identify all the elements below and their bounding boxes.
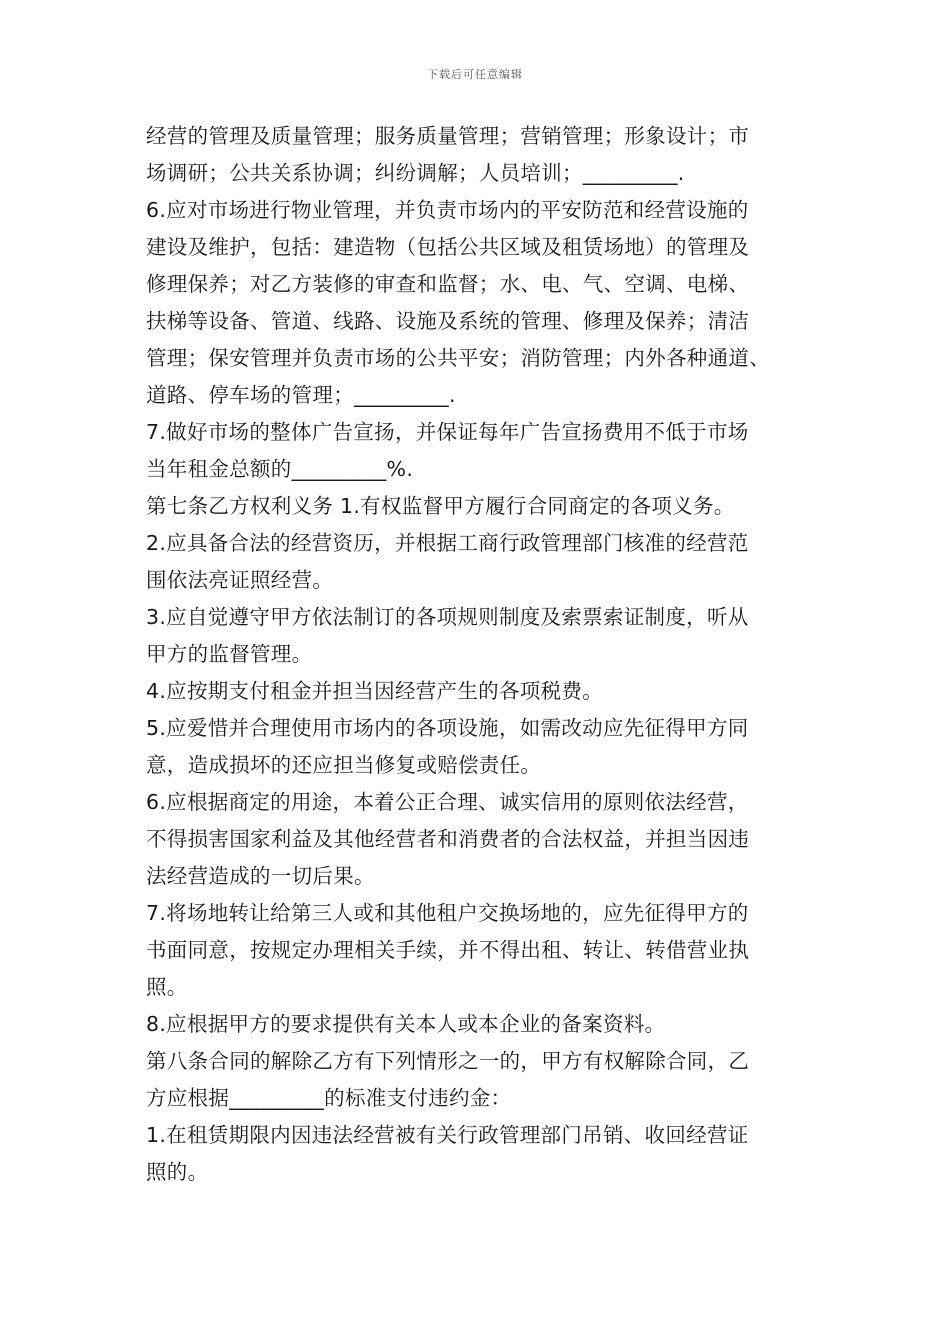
text-line: 管理；保安管理并负责市场的公共平安；消防管理；内外各种通道、 xyxy=(146,346,770,370)
text-line: 书面同意，按规定办理相关手续，并不得出租、转让、转借营业执 xyxy=(146,938,750,962)
document-body xyxy=(146,118,826,1191)
text-line: 7.将场地转让给第三人或和其他租户交换场地的，应先征得甲方的 xyxy=(146,901,749,925)
text-line: 建设及维护，包括：建造物（包括公共区域及租赁场地）的管理及 xyxy=(146,235,750,259)
text-line: 意，造成损坏的还应担当修复或赔偿责任。 xyxy=(146,753,542,777)
text-line: 当年租金总额的_________%. xyxy=(146,457,414,481)
text-line: 场调研；公共关系协调；纠纷调解；人员培训；_________. xyxy=(146,161,685,185)
text-line: 围依法亮证照经营。 xyxy=(146,568,334,592)
text-line: 修理保养；对乙方装修的审查和监督；水、电、气、空调、电梯、 xyxy=(146,272,750,296)
text-line: 6.应对市场进行物业管理，并负责市场内的平安防范和经营设施的 xyxy=(146,198,749,222)
text-line: 甲方的监督管理。 xyxy=(146,642,313,666)
text-line: 法经营造成的一切后果。 xyxy=(146,864,375,888)
text-line: 1.在租赁期限内因违法经营被有关行政管理部门吊销、收回经营证 xyxy=(146,1123,749,1147)
text-line: 第七条乙方权利义务 1.有权监督甲方履行合同商定的各项义务。 xyxy=(146,494,735,518)
text-line: 8.应根据甲方的要求提供有关本人或本企业的备案资料。 xyxy=(146,1012,666,1036)
text-line: 第八条合同的解除乙方有下列情形之一的，甲方有权解除合同，乙 xyxy=(146,1049,750,1073)
text-line: 7.做好市场的整体广告宣扬，并保证每年广告宣扬费用不低于市场 xyxy=(146,420,749,444)
text-line: 照。 xyxy=(146,975,188,999)
text-line: 4.应按期支付租金并担当因经营产生的各项税费。 xyxy=(146,679,603,703)
text-line: 不得损害国家利益及其他经营者和消费者的合法权益，并担当因违 xyxy=(146,827,750,851)
text-line: 2.应具备合法的经营资历，并根据工商行政管理部门核准的经营范 xyxy=(146,531,749,555)
text-line: 道路、停车场的管理；_________. xyxy=(146,383,456,407)
text-line: 扶梯等设备、管道、线路、设施及系统的管理、修理及保养；清洁 xyxy=(146,309,750,333)
text-line: 5.应爱惜并合理使用市场内的各项设施，如需改动应先征得甲方同 xyxy=(146,716,749,740)
text-line: 照的。 xyxy=(146,1160,209,1184)
text-line: 6.应根据商定的用途，本着公正合理、诚实信用的原则依法经营， xyxy=(146,790,749,814)
text-line: 经营的管理及质量管理；服务质量管理；营销管理；形象设计；市 xyxy=(146,124,750,148)
text-line: 方应根据_________的标准支付违约金： xyxy=(146,1086,512,1110)
page-header: 下载后可任意编辑 xyxy=(427,68,523,81)
text-line: 3.应自觉遵守甲方依法制订的各项规则制度及索票索证制度，听从 xyxy=(146,605,749,629)
